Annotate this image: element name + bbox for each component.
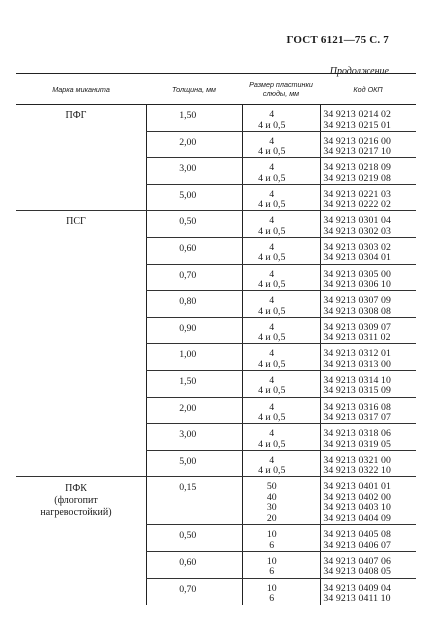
mica-size-value: 4 (269, 454, 275, 466)
mica-size-cell (234, 291, 309, 318)
mica-size-value: 4 (269, 348, 275, 360)
okp-code-value: 34 9213 0409 04 (323, 582, 391, 594)
okp-code-value: 34 9213 0313 00 (323, 358, 391, 370)
table-row (16, 132, 416, 159)
mica-size-value: 6 (269, 593, 275, 604)
mica-size-cell (234, 105, 309, 132)
mica-size-value: 4 и 0,5 (258, 465, 286, 477)
mica-size-cell (234, 552, 309, 579)
okp-code-value: 34 9213 0401 01 (323, 481, 391, 493)
okp-code-cell (309, 132, 416, 159)
okp-code-value: 34 9213 0301 04 (323, 215, 391, 227)
mica-size-value: 6 (269, 566, 275, 578)
mica-size-value: 4 (269, 268, 275, 280)
mica-size-value: 4 и 0,5 (258, 358, 286, 370)
okp-code-value: 34 9213 0315 09 (323, 385, 391, 397)
thickness-cell: 0,80 (179, 296, 197, 308)
column-header-grade: Марка миканита (52, 84, 110, 94)
mica-size-cell (234, 477, 309, 525)
okp-code-value: 34 9213 0309 07 (323, 321, 391, 333)
okp-code-value: 34 9213 0314 10 (323, 374, 391, 386)
thickness-cell: 0,15 (179, 482, 197, 494)
okp-code-value: 34 9213 0408 05 (323, 566, 391, 578)
mica-size-cell (234, 424, 309, 451)
okp-code-value: 34 9213 0222 02 (323, 199, 391, 211)
mica-size-value: 4 и 0,5 (258, 146, 286, 158)
mica-size-value: 4 (269, 135, 275, 147)
okp-code-cell (309, 451, 416, 478)
okp-code-cell (309, 579, 416, 606)
thickness-cell: 3,00 (179, 429, 197, 441)
mica-size-cell (234, 265, 309, 292)
okp-code-cell (309, 291, 416, 318)
okp-code-value: 34 9213 0311 02 (323, 332, 391, 344)
table-row (16, 344, 416, 371)
okp-code-cell (309, 185, 416, 212)
okp-code-value: 34 9213 0214 02 (323, 109, 391, 120)
thickness-cell: 1,50 (179, 110, 197, 121)
column-header-thickness: Толщина, мм (172, 84, 216, 94)
thickness-cell: 5,00 (179, 189, 197, 201)
mica-size-value: 4 и 0,5 (258, 438, 286, 450)
thickness-cell: 0,50 (179, 216, 197, 228)
okp-code-value: 34 9213 0308 08 (323, 305, 391, 317)
mica-size-cell (234, 451, 309, 478)
table-row (16, 398, 416, 425)
okp-code-cell (309, 398, 416, 425)
table-row (16, 451, 416, 478)
mica-size-value: 4 и 0,5 (258, 279, 286, 291)
mica-size-cell (234, 371, 309, 398)
mica-size-value: 4 (269, 295, 275, 307)
table-row (16, 291, 416, 318)
grade-label-line: (флогопит (54, 495, 98, 507)
mica-size-cell (234, 318, 309, 345)
okp-code-value: 34 9213 0215 01 (323, 119, 391, 131)
column-header-mica-size: Размер пластинки слюды, мм (249, 80, 313, 98)
okp-code-value: 34 9213 0405 08 (323, 529, 391, 541)
thickness-cell: 0,50 (179, 530, 197, 542)
table-header (16, 74, 416, 105)
mica-size-value: 4 и 0,5 (258, 332, 286, 344)
thickness-cell: 1,00 (179, 349, 197, 361)
mica-size-value: 4 и 0,5 (258, 199, 286, 211)
okp-code-value: 34 9213 0411 10 (323, 593, 391, 604)
okp-code-cell (309, 371, 416, 398)
mica-size-value: 4 и 0,5 (258, 119, 286, 131)
okp-code-value: 34 9213 0407 06 (323, 555, 391, 567)
mica-size-value: 4 (269, 109, 275, 120)
okp-code-value: 34 9213 0217 10 (323, 146, 391, 158)
okp-code-cell (309, 424, 416, 451)
thickness-cell: 5,00 (179, 455, 197, 467)
table-row (16, 477, 416, 525)
okp-code-value: 34 9213 0307 09 (323, 295, 391, 307)
mica-size-cell (234, 579, 309, 606)
okp-code-value: 34 9213 0321 00 (323, 454, 391, 466)
mica-size-value: 10 (266, 529, 277, 541)
okp-code-value: 34 9213 0403 10 (323, 502, 391, 514)
mica-size-cell (234, 132, 309, 159)
thickness-cell: 0,60 (179, 556, 197, 568)
thickness-cell: 2,00 (179, 402, 197, 414)
mica-size-value: 10 (266, 555, 277, 567)
mica-size-value: 50 (266, 481, 277, 493)
okp-code-cell (309, 238, 416, 265)
mica-size-value: 4 и 0,5 (258, 252, 286, 264)
mica-size-value: 6 (269, 539, 275, 551)
okp-code-value: 34 9213 0221 03 (323, 188, 391, 200)
okp-code-cell (309, 552, 416, 579)
okp-code-value: 34 9213 0316 08 (323, 401, 391, 413)
mica-size-value: 10 (266, 582, 277, 594)
grade-label-line: ПСГ (66, 216, 86, 228)
okp-code-cell (309, 265, 416, 292)
thickness-cell: 3,00 (179, 163, 197, 175)
grade-group (16, 105, 416, 211)
mica-size-cell (234, 211, 309, 238)
grade-group (16, 211, 416, 477)
okp-code-value: 34 9213 0312 01 (323, 348, 391, 360)
mica-size-value: 4 и 0,5 (258, 305, 286, 317)
grade-label-line: ПФК (65, 483, 87, 495)
mica-size-value: 4 (269, 162, 275, 174)
okp-code-value: 34 9213 0404 09 (323, 512, 391, 524)
table-row (16, 158, 416, 185)
okp-code-value: 34 9213 0402 00 (323, 491, 391, 503)
thickness-cell: 1,50 (179, 375, 197, 387)
okp-code-value: 34 9213 0322 10 (323, 465, 391, 477)
okp-code-cell (309, 211, 416, 238)
okp-code-value: 34 9213 0303 02 (323, 241, 391, 253)
page-header-gost: ГОСТ 6121—75 С. 7 (286, 34, 389, 46)
mica-size-cell (234, 185, 309, 212)
mica-size-value: 4 (269, 321, 275, 333)
table-row (16, 211, 416, 238)
continuation-label: Продолжение (329, 66, 389, 77)
thickness-cell: 0,60 (179, 242, 197, 254)
mica-size-value: 30 (266, 502, 277, 514)
mica-size-value: 4 (269, 241, 275, 253)
grade-label-line: ПФГ (65, 110, 87, 121)
mica-size-cell (234, 525, 309, 552)
okp-code-value: 34 9213 0406 07 (323, 539, 391, 551)
mica-size-value: 4 (269, 401, 275, 413)
okp-code-value: 34 9213 0306 10 (323, 279, 391, 291)
mica-size-value: 4 (269, 428, 275, 440)
okp-code-value: 34 9213 0319 05 (323, 438, 391, 450)
column-header-okp-code: Код ОКП (353, 84, 383, 94)
okp-code-cell (309, 344, 416, 371)
thickness-cell: 0,90 (179, 322, 197, 334)
table-row (16, 525, 416, 552)
table-row (16, 371, 416, 398)
mica-size-value: 4 (269, 215, 275, 227)
okp-code-value: 34 9213 0304 01 (323, 252, 391, 264)
okp-code-cell (309, 525, 416, 552)
mica-size-value: 4 и 0,5 (258, 385, 286, 397)
table-row (16, 318, 416, 345)
table-row (16, 265, 416, 292)
okp-code-value: 34 9213 0318 06 (323, 428, 391, 440)
thickness-cell: 2,00 (179, 136, 197, 148)
grade-group (16, 477, 416, 605)
table-row (16, 238, 416, 265)
okp-code-value: 34 9213 0302 03 (323, 225, 391, 237)
mica-size-cell (234, 398, 309, 425)
table-row (16, 579, 416, 606)
table-row (16, 105, 416, 132)
grade-label-line: нагревостойкий) (40, 507, 112, 519)
thickness-cell: 0,70 (179, 269, 197, 281)
mica-size-cell (234, 158, 309, 185)
okp-code-value: 34 9213 0317 07 (323, 412, 391, 424)
mica-size-cell (234, 238, 309, 265)
mica-size-value: 4 (269, 374, 275, 386)
mica-size-value: 4 и 0,5 (258, 172, 286, 184)
table-row (16, 185, 416, 212)
mica-size-value: 40 (266, 491, 277, 503)
mica-size-value: 20 (266, 512, 277, 524)
mica-size-value: 4 и 0,5 (258, 225, 286, 237)
okp-code-cell (309, 105, 416, 132)
table-row (16, 552, 416, 579)
mica-size-cell (234, 344, 309, 371)
mica-size-value: 4 и 0,5 (258, 412, 286, 424)
mica-size-value: 4 (269, 188, 275, 200)
okp-code-cell (309, 318, 416, 345)
okp-code-value: 34 9213 0216 00 (323, 135, 391, 147)
okp-code-value: 34 9213 0218 09 (323, 162, 391, 174)
okp-code-cell (309, 158, 416, 185)
thickness-cell: 0,70 (179, 583, 197, 595)
okp-code-value: 34 9213 0219 08 (323, 172, 391, 184)
table-row (16, 424, 416, 451)
table-body (16, 105, 416, 605)
okp-code-cell (309, 477, 416, 525)
okp-code-value: 34 9213 0305 00 (323, 268, 391, 280)
spec-table (16, 73, 416, 605)
